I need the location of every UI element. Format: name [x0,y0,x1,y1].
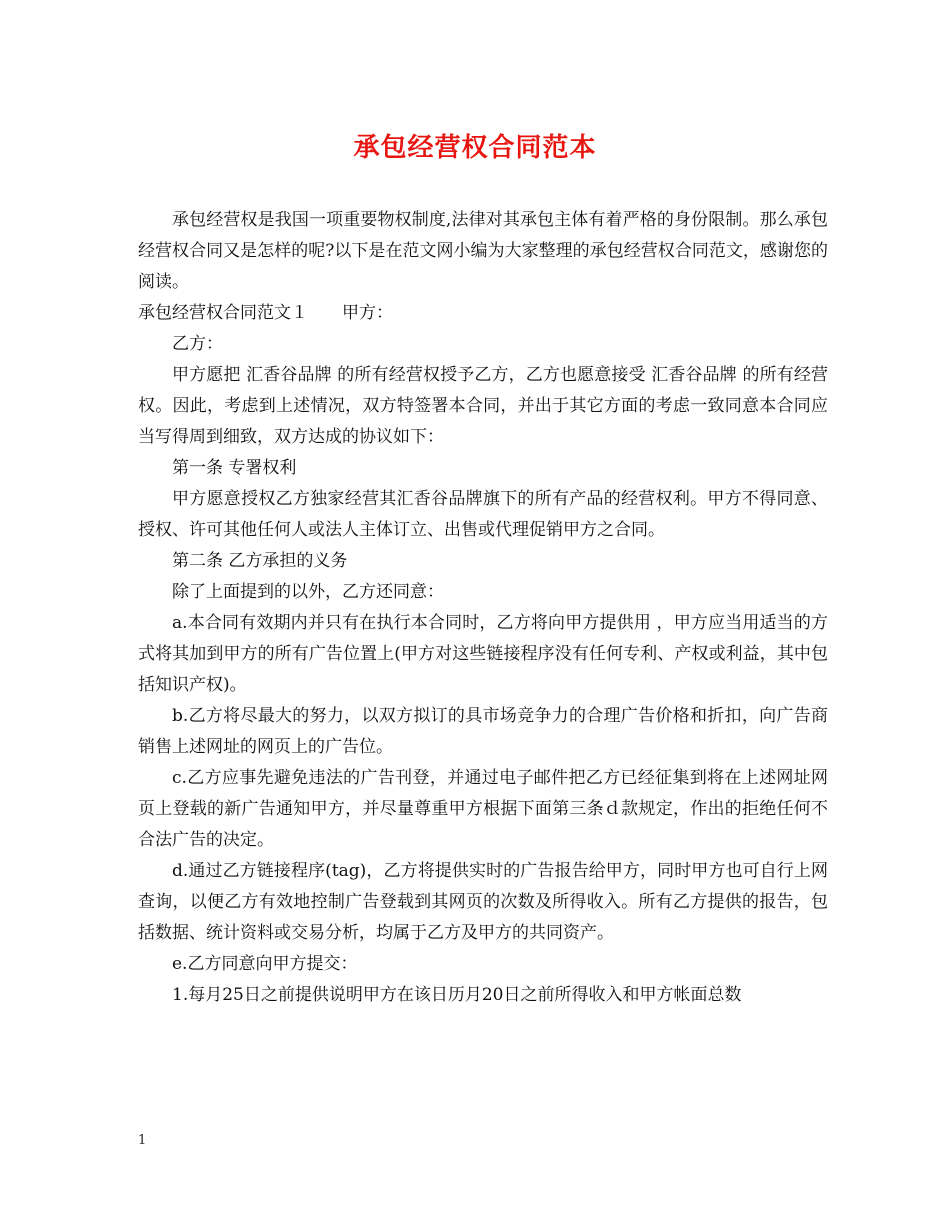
article-two-heading: 第二条 乙方承担的义务 [172,551,348,571]
grant-paragraph: 甲方愿把 汇香谷品牌 的所有经营权授予乙方，乙方也愿意接受 汇香谷品牌 的所有经营权。因此，考虑到上述情况，双方特签署本合同，并出于其它方面的考虑一致同意本合同应当写得周到细致，双方达成的协议如下： [138,365,828,447]
article-one-paragraph: 甲方愿意授权乙方独家经营其汇香谷品牌旗下的所有产品的经营权利。甲方不得同意、授权、许可其他任何人或法人主体订立、出售或代理促销甲方之合同。 [138,489,828,540]
intro-paragraph: 承包经营权是我国一项重要物权制度,法律对其承包主体有着严格的身份限制。那么承包经营权合同又是怎样的呢?以下是在范文网小编为大家整理的承包经营权合同范文，感谢您的阅读。 [138,210,828,292]
clause-d-paragraph: d.通过乙方链接程序(tag)，乙方将提供实时的广告报告给甲方，同时甲方也可自行上网查询，以便乙方有效地控制广告登载到其网页的次数及所得收入。所有乙方提供的报告，包括数据、统计资料或交易分析，均属于乙方及甲方的共同资产。 [138,861,828,943]
page-number: 1 [138,1133,147,1148]
clause-b-paragraph: b.乙方将尽最大的努力，以双方拟订的具市场竞争力的合理广告价格和折扣，向广告商销售上述网址的网页上的广告位。 [138,706,828,757]
clause-e1-paragraph: 1.每月25日之前提供说明甲方在该日历月20日之前所得收入和甲方帐面总数 [172,985,742,1005]
article-one-heading: 第一条 专署权利 [172,458,297,478]
document-body [138,205,828,1011]
document-title: 承包经营权合同范本 [353,133,597,163]
sample-heading-paragraph: 承包经营权合同范文１ 甲方： [138,303,393,323]
clause-a-paragraph: a.本合同有效期内并只有在执行本合同时，乙方将向甲方提供用 ，甲方应当用适当的方式将其加到甲方的所有广告位置上(甲方对这些链接程序没有任何专利、产权或利益，其中包括知识产权)。 [138,613,828,695]
party-b-paragraph: 乙方： [172,334,223,354]
clause-e-paragraph: e.乙方同意向甲方提交： [172,954,358,974]
clause-c-paragraph: c.乙方应事先避免违法的广告刊登，并通过电子邮件把乙方已经征集到将在上述网址网页上登载的新广告通知甲方，并尽量尊重甲方根据下面第三条ｄ款规定，作出的拒绝任何不合法广告的决定。 [138,768,828,850]
article-two-intro: 除了上面提到的以外，乙方还同意： [172,582,444,602]
